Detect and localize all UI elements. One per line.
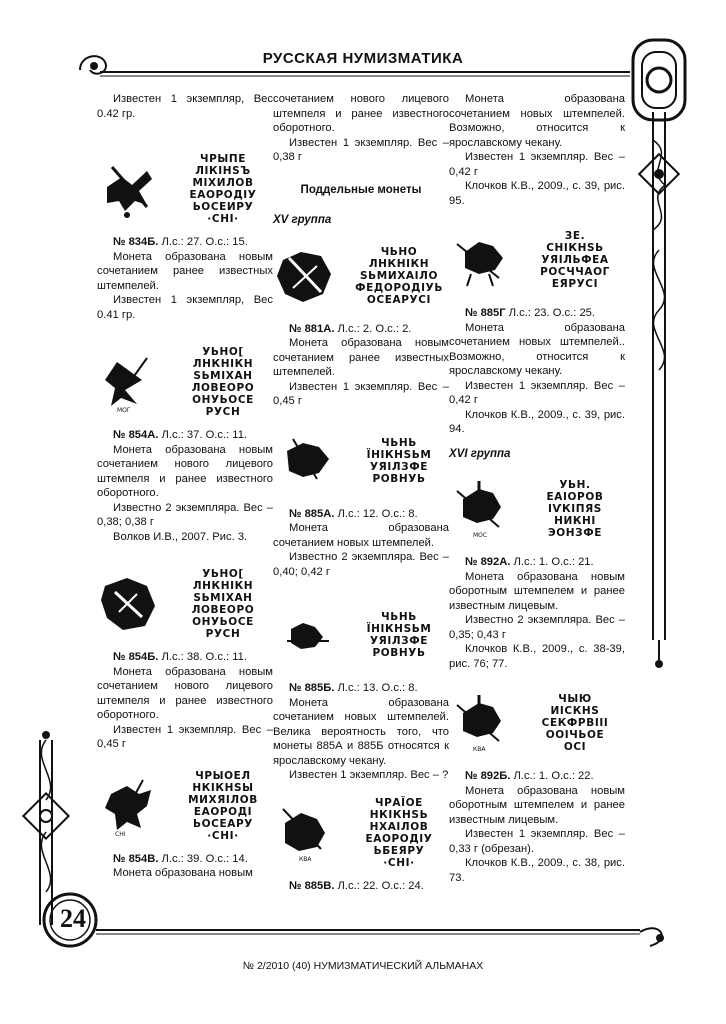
coin-reverse-legend: ЧЬНЬ ЇНІКНЅЬМ УЯІЛЗФЕ РОВНУЬ — [366, 611, 432, 659]
entry-heading: № 881А. Л.с.: 2. О.с.: 2. — [289, 322, 412, 335]
coin-obverse-image — [449, 691, 515, 755]
coin-illustration — [449, 683, 625, 763]
page-number: 24 — [60, 904, 86, 933]
coin-reverse-legend: ЧРЫОЕЛ НКІКНЅЫ МИХЯІЛОВ ЕАОРОДІ ЬОСЕАРУ ·СНІ· — [188, 769, 258, 842]
paragraph: Известен 1 экземпляр. Вес – ? — [289, 769, 449, 781]
coin-obverse-image — [273, 603, 339, 667]
entry-heading: № 854Б. Л.с.: 38. О.с.: 11. — [113, 651, 247, 663]
coin-illustration — [273, 595, 449, 675]
svg-text:КВА: КВА — [299, 855, 312, 863]
paragraph: Известен 1 экземпляр. Вес – 0,38 г — [273, 136, 449, 163]
coin-illustration — [97, 564, 273, 644]
paragraph: Монета образована сочетанием новых штемпелей. — [273, 522, 449, 549]
paragraph: Монета образована новым сочетанием нового лицевого штемпеля и ранее известного оборотного. — [97, 665, 273, 721]
paragraph: Монета образована сочетанием новых штемпелей. Возможно, относится к ярославскому чекану. — [449, 93, 625, 149]
paragraph: Известен 1 экземпляр, Вес 0.41 гр. — [97, 294, 273, 321]
svg-text:МОС: МОС — [473, 532, 488, 539]
coin-reverse-legend: УЬНО[ ЛНКНІКН ЅЬМІХАН ЛОВЕОРО ОНУЬОСЕ РУСН — [191, 346, 255, 418]
entry-heading: № 854В. Л.с.: 39. О.с.: 14. — [113, 852, 248, 865]
coin-obverse-image — [273, 244, 339, 308]
paragraph: Известен 1 экземпляр, Вес 0.42 гр. — [97, 93, 273, 120]
coin-illustration — [449, 469, 625, 549]
entry-heading: № 885Б. Л.с.: 13. О.с.: 8. — [289, 682, 418, 694]
entry-heading: № 854А. Л.с.: 37. О.с.: 11. — [113, 429, 248, 441]
coin-reverse-legend: ЗЕ. СНІКНЅЬ УЯІЛЬФЕА РОСЧЧАОГ ЕЯРУСІ — [540, 230, 610, 290]
entry-heading: № 834Б. Л.с.: 27. О.с.: 15. — [113, 236, 248, 248]
coin-reverse-legend: ЧРАЇОЕ НКІКНЅЬ НХАІЛОВ ЕАОРОДІУ ЬБЕЯРУ ·СНІ· — [365, 796, 433, 869]
coin-illustration — [273, 793, 449, 873]
paragraph: Монета образована сочетанием новых штемпелей. Велика вероятность того, что монеты 885А и 885Б относятся к ярославскому чекану. — [273, 696, 449, 767]
paragraph: Клочков К.В., 2009., с. 39, рис. 95. — [449, 180, 625, 207]
coin-illustration — [97, 766, 273, 846]
coin-obverse-image — [97, 572, 163, 636]
paragraph: Монета образована новым оборотным штемпелем и ранее известным лицевым. — [449, 570, 625, 612]
paragraph: сочетанием нового лицевого штемпеля и ранее известного оборотного. — [273, 93, 449, 134]
coin-illustration — [273, 421, 449, 501]
coin-reverse-legend: УЬН. ЕАІОРОВ ІѴКІПЯЅ НИКНІ ЭОНЗФЕ — [546, 479, 604, 539]
paragraph: Известно 2 экземпляра. Вес – 0,40; 0,42 г — [273, 551, 449, 578]
coin-obverse-image — [273, 801, 339, 865]
paragraph: Волков И.В., 2007. Рис. 3. — [113, 530, 248, 543]
column-1 — [97, 92, 273, 881]
column-3 — [449, 92, 625, 885]
running-header: РУССКАЯ НУМИЗМАТИКА — [262, 50, 464, 67]
coin-obverse-image — [97, 350, 163, 414]
paragraph: Клочков К.В., 2009., с. 39, рис. 94. — [449, 408, 625, 435]
coin-obverse-image — [449, 228, 515, 292]
coin-illustration — [97, 149, 273, 229]
paragraph: Монета образована новым оборотным штемпелем и ранее известным лицевым. — [449, 784, 625, 826]
svg-text:СНІ: СНІ — [115, 830, 126, 838]
paragraph: Известен 1 экземпляр. Вес – 0,45 г — [97, 723, 273, 750]
column-2 — [273, 92, 449, 893]
svg-text:МОГ: МОГ — [117, 407, 131, 414]
entry-heading: № 892А. Л.с.: 1. О.с.: 21. — [465, 556, 594, 568]
paragraph: Известен 1 экземпляр. Вес – 0,33 г (обрезан). — [449, 828, 625, 855]
section-title: Поддельные монеты — [300, 183, 422, 196]
entry-heading: № 892Б. Л.с.: 1. О.с.: 22. — [465, 770, 594, 782]
paragraph: Монета образована новым сочетанием ранее известных штемпелей. — [97, 250, 273, 292]
paragraph: Известен 1 экземпляр. Вес – 0,42 г — [449, 151, 625, 178]
svg-text:КВА: КВА — [473, 746, 486, 753]
paragraph: Известен 1 экземпляр. Вес – 0,42 г — [449, 379, 625, 406]
coin-reverse-legend: УЬНО[ ЛНКНІКН ЅЬМІХАН ЛОВЕОРО ОНУЬОСЕ РУСН — [191, 568, 255, 640]
paragraph: Известно 2 экземпляра. Вес – 0,38; 0,38 г — [97, 501, 273, 528]
coin-reverse-legend: ЧЫЮ ИІСКНЅ СЕКФРВІІІ ООІЧЬОЕ ОСІ — [541, 693, 609, 753]
coin-obverse-image — [97, 774, 163, 838]
coin-obverse-image — [97, 157, 163, 221]
entry-heading: № 885В. Л.с.: 22. О.с.: 24. — [289, 879, 424, 892]
group-title: XV группа — [273, 214, 332, 226]
paragraph: Монета образована сочетанием новых штемпелей.. Возможно, относится к ярославскому чекану. — [449, 321, 625, 377]
coin-reverse-legend: ЧЬНЬ ЇНІКНЅЬМ УЯІЛЗФЕ РОВНУЬ — [366, 436, 432, 485]
page-footer: № 2/2010 (40) НУМИЗМАТИЧЕСКИЙ АЛЬМАНАХ — [242, 960, 484, 972]
paragraph: Клочков К.В., 2009., с. 38, рис. 73. — [449, 857, 625, 884]
paragraph: Клочков К.В., 2009., с. 38-39, рис. 76; 77. — [449, 643, 625, 670]
entry-heading: № 885А. Л.с.: 12. О.с.: 8. — [289, 507, 418, 520]
coin-reverse-legend: ЧРЫПЕ ЛІКІНЅЪ МІХИЛОВ ЕАОРОДІУ ЬОСЕИРУ ·СНІ· — [189, 153, 257, 225]
paragraph: Монета образована новым — [113, 867, 253, 879]
paragraph: Монета образована новым сочетанием нового лицевого штемпеля и ранее известного оборотного. — [97, 443, 273, 499]
coin-obverse-image — [273, 429, 339, 493]
group-title: XVI группа — [449, 447, 511, 460]
entry-heading: № 885Г Л.с.: 23. О.с.: 25. — [465, 307, 596, 319]
coin-illustration — [273, 236, 449, 316]
coin-obverse-image — [449, 477, 515, 541]
coin-illustration — [97, 342, 273, 422]
paragraph: Известен 1 экземпляр. Вес – 0,45 г — [273, 380, 449, 407]
coin-reverse-legend: ЧЬНО ЛНКНІКН ЅЬМИХАІЛО ФЕДОРОДІУЬ ОСЕАРУСІ — [355, 245, 443, 306]
coin-illustration — [449, 220, 625, 300]
paragraph: Монета образована новым сочетанием ранее известных штемпелей. — [273, 337, 449, 378]
paragraph: Известно 2 экземпляра. Вес – 0,35; 0,43 г — [449, 614, 625, 641]
